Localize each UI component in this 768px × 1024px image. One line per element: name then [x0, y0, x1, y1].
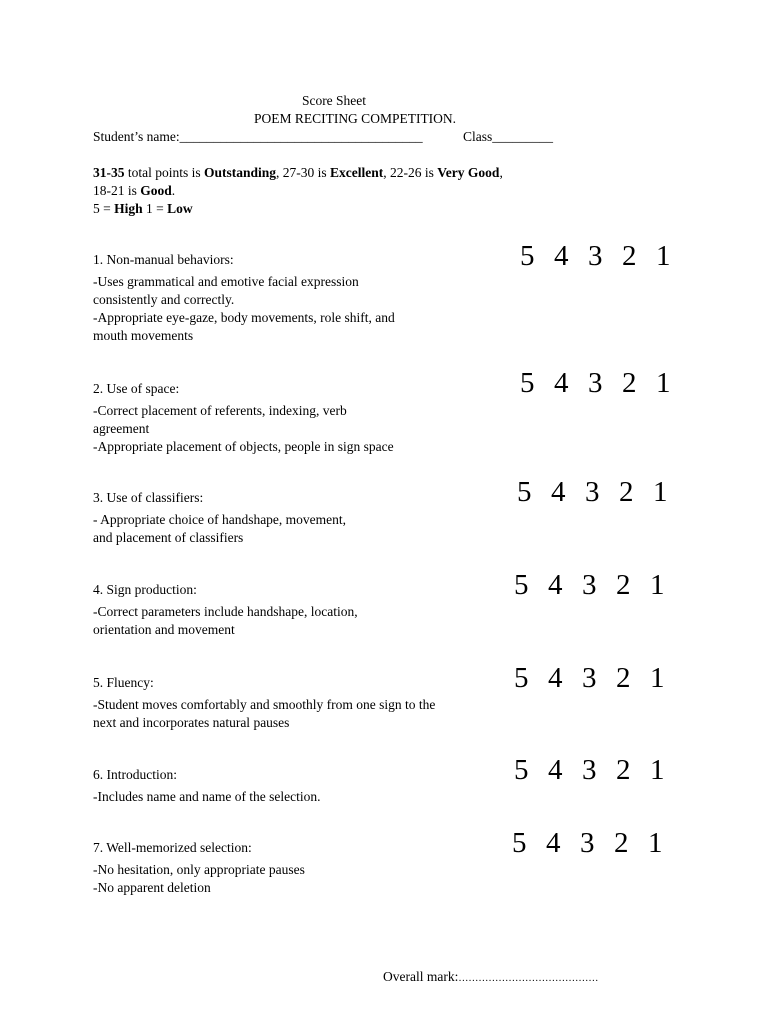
- scale-mid: 1 =: [142, 201, 168, 216]
- scale-low: Low: [167, 201, 193, 216]
- level-good: Good: [140, 183, 172, 198]
- score-4[interactable]: 4: [551, 476, 566, 508]
- overall-mark: [383, 968, 598, 988]
- criterion-line: -Appropriate eye-gaze, body movements, role shift, and: [93, 310, 395, 325]
- range-good: 18-21 is: [93, 183, 141, 198]
- criterion-line: -Correct placement of referents, indexing, verb: [93, 403, 347, 418]
- overall-mark-field[interactable]: ……………………………………: [458, 973, 599, 984]
- legend-text: total points is: [124, 165, 205, 180]
- range-excellent: , 27-30 is: [276, 165, 331, 180]
- level-outstanding: Outstanding: [204, 165, 277, 180]
- criterion-line: consistently and correctly.: [93, 292, 235, 307]
- criterion-line: and placement of classifiers: [93, 530, 244, 545]
- score-3[interactable]: 3: [580, 827, 595, 859]
- rating-legend-line-2: [93, 182, 175, 200]
- sheet-title: Score Sheet: [301, 93, 367, 108]
- level-excellent: Excellent: [330, 165, 384, 180]
- score-4[interactable]: 4: [548, 569, 563, 601]
- score-4[interactable]: 4: [554, 367, 569, 399]
- score-4[interactable]: 4: [546, 827, 561, 859]
- score-2[interactable]: 2: [616, 754, 631, 786]
- score-1[interactable]: 1: [650, 662, 665, 694]
- scale-legend: [93, 200, 193, 218]
- score-3[interactable]: 3: [582, 754, 597, 786]
- criterion-use-of-space: [93, 380, 513, 456]
- criterion-line: -Appropriate placement of objects, people in sign space: [93, 439, 394, 454]
- legend-punct: .: [171, 183, 176, 198]
- score-5[interactable]: 5: [517, 476, 532, 508]
- score-3[interactable]: 3: [582, 569, 597, 601]
- rating-scale-6[interactable]: [514, 754, 684, 786]
- criterion-title: 7. Well-memorized selection:: [93, 840, 252, 855]
- criterion-line: agreement: [93, 421, 150, 436]
- rating-legend-line-1: [93, 164, 503, 182]
- score-3[interactable]: 3: [585, 476, 600, 508]
- criterion-title: 6. Introduction:: [93, 767, 177, 782]
- criterion-fluency: [93, 674, 533, 732]
- rating-scale-5[interactable]: [514, 662, 684, 694]
- criterion-line: - Appropriate choice of handshape, movement,: [93, 512, 347, 527]
- criterion-non-manual: [93, 251, 513, 345]
- criterion-title: 3. Use of classifiers:: [93, 490, 204, 505]
- score-2[interactable]: 2: [619, 476, 634, 508]
- legend-punct: ,: [499, 165, 503, 180]
- score-1[interactable]: 1: [650, 754, 665, 786]
- criterion-memorized: [93, 839, 513, 897]
- scale-high: High: [114, 201, 143, 216]
- criterion-title: 5. Fluency:: [93, 675, 154, 690]
- level-very-good: Very Good: [437, 165, 500, 180]
- score-4[interactable]: 4: [548, 662, 563, 694]
- score-1[interactable]: 1: [650, 569, 665, 601]
- criterion-line: next and incorporates natural pauses: [93, 715, 290, 730]
- criterion-title: 1. Non-manual behaviors:: [93, 252, 234, 267]
- class-field: Class_________: [463, 129, 554, 144]
- score-5[interactable]: 5: [514, 754, 529, 786]
- criterion-classifiers: [93, 489, 513, 547]
- score-5[interactable]: 5: [514, 662, 529, 694]
- scale-prefix: 5 =: [93, 201, 115, 216]
- criterion-title: 2. Use of space:: [93, 381, 180, 396]
- score-2[interactable]: 2: [622, 240, 637, 272]
- score-3[interactable]: 3: [588, 240, 603, 272]
- criterion-line: orientation and movement: [93, 622, 235, 637]
- score-4[interactable]: 4: [554, 240, 569, 272]
- rating-scale-3[interactable]: [517, 476, 687, 508]
- criterion-line: -Uses grammatical and emotive facial expression: [93, 274, 359, 289]
- competition-title: POEM RECITING COMPETITION.: [253, 111, 457, 126]
- criterion-sign-production: [93, 581, 513, 639]
- score-2[interactable]: 2: [622, 367, 637, 399]
- range-outstanding: 31-35: [93, 165, 125, 180]
- score-2[interactable]: 2: [616, 569, 631, 601]
- criterion-line: mouth movements: [93, 328, 194, 343]
- rating-scale-4[interactable]: [514, 569, 684, 601]
- score-5[interactable]: 5: [514, 569, 529, 601]
- student-name-field: Student’s name:____________________________________: [93, 129, 423, 144]
- range-very-good: , 22-26 is: [383, 165, 438, 180]
- rating-scale-1[interactable]: [520, 240, 690, 272]
- score-1[interactable]: 1: [656, 367, 671, 399]
- score-1[interactable]: 1: [648, 827, 663, 859]
- rating-scale-2[interactable]: [520, 367, 690, 399]
- criterion-introduction: [93, 766, 513, 806]
- score-5[interactable]: 5: [520, 240, 535, 272]
- score-5[interactable]: 5: [512, 827, 527, 859]
- score-5[interactable]: 5: [520, 367, 535, 399]
- score-3[interactable]: 3: [582, 662, 597, 694]
- score-2[interactable]: 2: [614, 827, 629, 859]
- score-3[interactable]: 3: [588, 367, 603, 399]
- overall-mark-label: Overall mark:: [383, 969, 459, 984]
- score-1[interactable]: 1: [656, 240, 671, 272]
- criterion-line: -Includes name and name of the selection.: [93, 789, 321, 804]
- score-2[interactable]: 2: [616, 662, 631, 694]
- score-4[interactable]: 4: [548, 754, 563, 786]
- criterion-line: -Student moves comfortably and smoothly from one sign to the: [93, 697, 436, 712]
- criterion-title: 4. Sign production:: [93, 582, 197, 597]
- rating-scale-7[interactable]: [512, 827, 682, 859]
- criterion-line: -Correct parameters include handshape, location,: [93, 604, 358, 619]
- criterion-line: -No apparent deletion: [93, 880, 211, 895]
- score-1[interactable]: 1: [653, 476, 668, 508]
- criterion-line: -No hesitation, only appropriate pauses: [93, 862, 305, 877]
